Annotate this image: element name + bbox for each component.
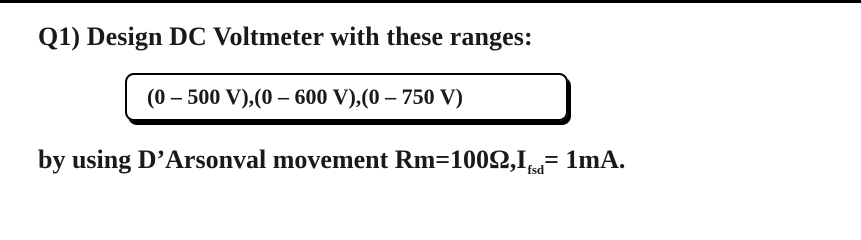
question-title: Q1) Design DC Voltmeter with these ranges: xyxy=(38,22,533,51)
usage-prefix: by using D’Arsonval movement Rm=100Ω,I xyxy=(38,145,527,174)
usage-statement xyxy=(38,145,625,178)
top-rule xyxy=(0,0,861,3)
current-subscript: fsd xyxy=(527,162,545,177)
ranges-box xyxy=(125,73,568,121)
ranges-text: (0 – 500 V),(0 – 600 V),(0 – 750 V) xyxy=(147,84,463,109)
usage-suffix: = 1mA. xyxy=(544,145,626,174)
